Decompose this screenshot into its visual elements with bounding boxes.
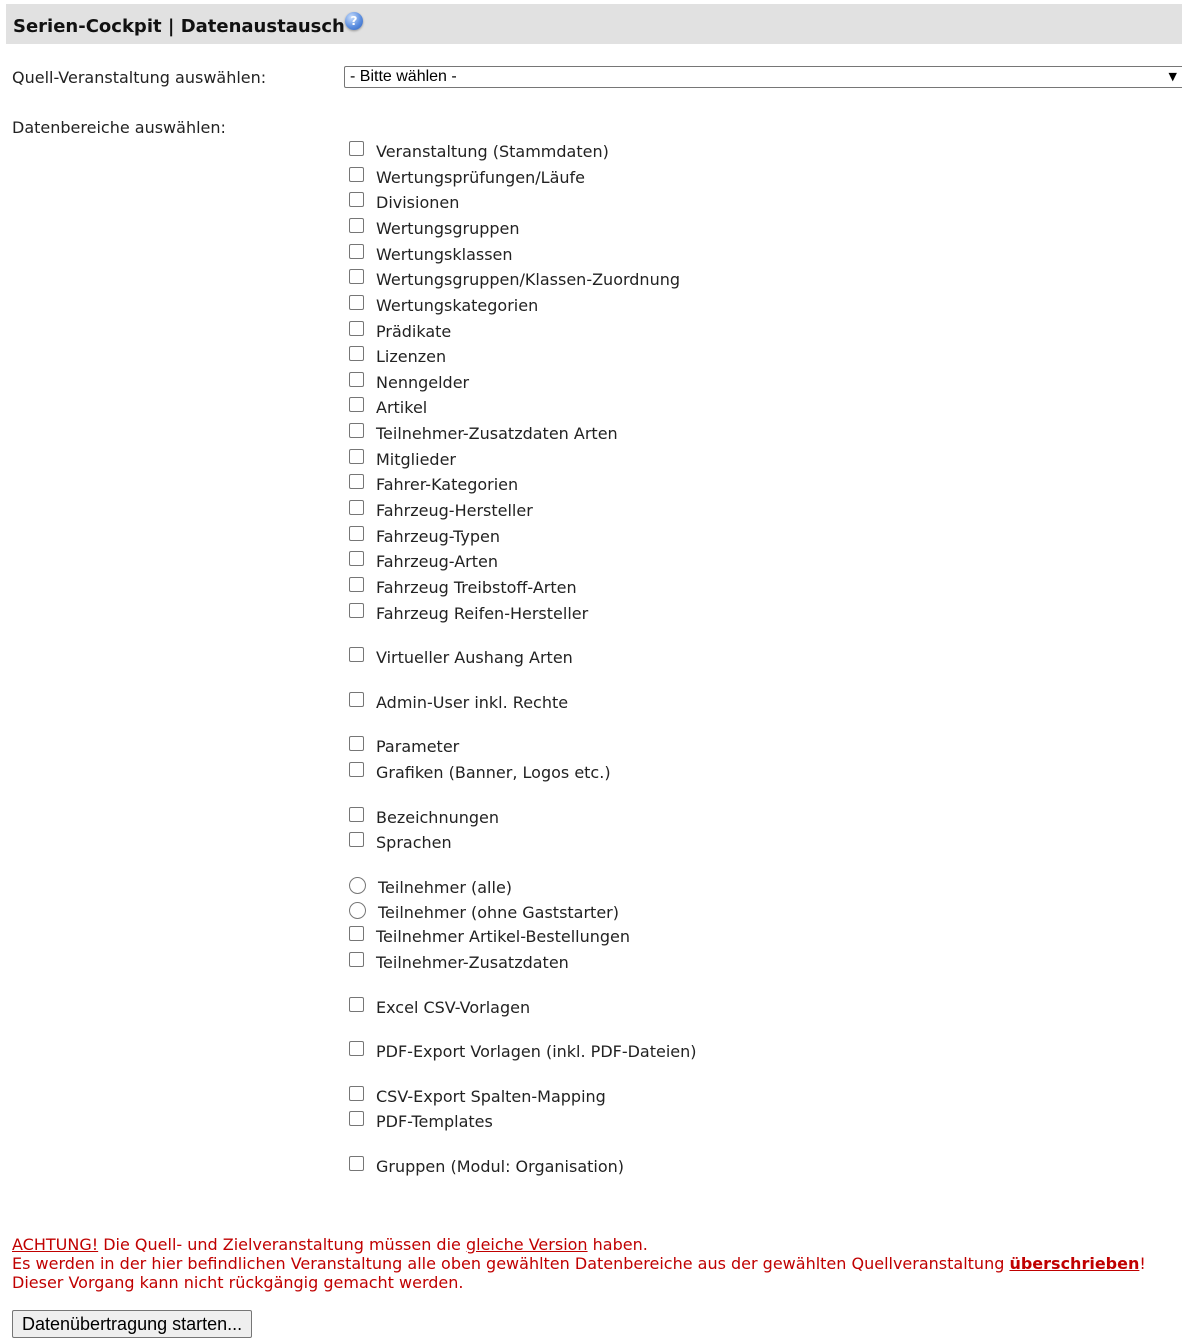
checkbox[interactable] bbox=[349, 551, 364, 566]
warning-line-2 bbox=[12, 1254, 1146, 1273]
option-label: Wertungsgruppen/Klassen-Zuordnung bbox=[376, 270, 681, 289]
checkbox[interactable] bbox=[349, 997, 364, 1012]
option-label: Sprachen bbox=[376, 833, 452, 852]
overwritten-link[interactable] bbox=[1009, 1254, 1139, 1273]
page-header bbox=[6, 4, 1182, 44]
checkbox[interactable] bbox=[349, 218, 364, 233]
checkbox[interactable] bbox=[349, 269, 364, 284]
option-label: Fahrzeug Reifen-Hersteller bbox=[376, 604, 589, 623]
warning-line-1 bbox=[12, 1235, 1146, 1254]
option-label: Artikel bbox=[376, 398, 428, 417]
checkbox[interactable] bbox=[349, 1111, 364, 1126]
checkbox[interactable] bbox=[349, 692, 364, 707]
option-label: Fahrer-Kategorien bbox=[376, 475, 519, 494]
overwritten-text: überschrieben bbox=[1009, 1254, 1140, 1273]
checkbox[interactable] bbox=[349, 603, 364, 618]
option-label: Virtueller Aushang Arten bbox=[376, 648, 573, 667]
option-label: Teilnehmer (ohne Gaststarter) bbox=[378, 903, 619, 922]
radio-button[interactable] bbox=[349, 902, 366, 919]
page-title: Serien-Cockpit | Datenaustausch bbox=[13, 16, 345, 37]
start-transfer-button[interactable]: Datenübertragung starten... bbox=[12, 1310, 252, 1338]
checkbox[interactable] bbox=[349, 500, 364, 515]
option-label: Fahrzeug-Typen bbox=[376, 527, 500, 546]
checkbox[interactable] bbox=[349, 1086, 364, 1101]
source-event-select[interactable] bbox=[344, 66, 1182, 88]
warning-text: Es werden in der hier befindlichen Veranstaltung alle oben gewählten Datenbereiche aus der gewählten Quellveranstaltung bbox=[12, 1254, 1010, 1273]
option-label: Wertungsgruppen bbox=[376, 219, 520, 238]
help-icon[interactable]: ? bbox=[345, 12, 363, 30]
option-label: Wertungskategorien bbox=[376, 296, 539, 315]
checkbox[interactable] bbox=[349, 321, 364, 336]
option-label: Divisionen bbox=[376, 193, 460, 212]
option-label: Parameter bbox=[376, 737, 460, 756]
checkbox[interactable] bbox=[349, 807, 364, 822]
checkbox[interactable] bbox=[349, 397, 364, 412]
checkbox[interactable] bbox=[349, 244, 364, 259]
option-label: Lizenzen bbox=[376, 347, 447, 366]
option-label: Admin-User inkl. Rechte bbox=[376, 693, 569, 712]
checkbox[interactable] bbox=[349, 762, 364, 777]
option-label: Bezeichnungen bbox=[376, 808, 500, 827]
option-label: Excel CSV-Vorlagen bbox=[376, 998, 531, 1017]
checkbox[interactable] bbox=[349, 372, 364, 387]
checkbox[interactable] bbox=[349, 192, 364, 207]
warning-text: ! bbox=[1139, 1254, 1146, 1273]
checkbox[interactable] bbox=[349, 167, 364, 182]
checkbox[interactable] bbox=[349, 449, 364, 464]
checkbox[interactable] bbox=[349, 423, 364, 438]
checkbox[interactable] bbox=[349, 295, 364, 310]
option-label: Teilnehmer-Zusatzdaten Arten bbox=[376, 424, 618, 443]
radio-button[interactable] bbox=[349, 877, 366, 894]
source-event-label: Quell-Veranstaltung auswählen: bbox=[12, 68, 267, 87]
checkbox[interactable] bbox=[349, 832, 364, 847]
option-label: Fahrzeug-Arten bbox=[376, 552, 498, 571]
chevron-down-icon: ▼ bbox=[1168, 70, 1177, 83]
option-label: Wertungsprüfungen/Läufe bbox=[376, 168, 586, 187]
data-areas-label: Datenbereiche auswählen: bbox=[12, 118, 226, 137]
checkbox[interactable] bbox=[349, 926, 364, 941]
checkbox[interactable] bbox=[349, 736, 364, 751]
option-label: Veranstaltung (Stammdaten) bbox=[376, 142, 609, 161]
warning-text: Die Quell- und Zielveranstaltung müssen die bbox=[98, 1235, 466, 1254]
source-event-select-value: - Bitte wählen - bbox=[350, 68, 457, 85]
option-label: Mitglieder bbox=[376, 450, 456, 469]
option-label: Fahrzeug-Hersteller bbox=[376, 501, 533, 520]
option-label: PDF-Templates bbox=[376, 1112, 493, 1131]
checkbox[interactable] bbox=[349, 647, 364, 662]
warning-line-3: Dieser Vorgang kann nicht rückgängig gemacht werden. bbox=[12, 1273, 464, 1292]
option-label: CSV-Export Spalten-Mapping bbox=[376, 1087, 606, 1106]
checkbox[interactable] bbox=[349, 952, 364, 967]
checkbox[interactable] bbox=[349, 474, 364, 489]
checkbox[interactable] bbox=[349, 141, 364, 156]
option-label: PDF-Export Vorlagen (inkl. PDF-Dateien) bbox=[376, 1042, 697, 1061]
checkbox[interactable] bbox=[349, 1156, 364, 1171]
option-label: Prädikate bbox=[376, 322, 452, 341]
achtung-link[interactable]: ACHTUNG! bbox=[12, 1235, 99, 1254]
same-version-link[interactable]: gleiche Version bbox=[465, 1235, 588, 1254]
checkbox[interactable] bbox=[349, 526, 364, 541]
checkbox[interactable] bbox=[349, 577, 364, 592]
option-label: Grafiken (Banner, Logos etc.) bbox=[376, 763, 611, 782]
option-label: Teilnehmer-Zusatzdaten bbox=[376, 953, 569, 972]
option-label: Teilnehmer Artikel-Bestellungen bbox=[376, 927, 631, 946]
option-label: Nenngelder bbox=[376, 373, 470, 392]
checkbox[interactable] bbox=[349, 346, 364, 361]
warning-text: haben. bbox=[587, 1235, 648, 1254]
option-label: Gruppen (Modul: Organisation) bbox=[376, 1157, 625, 1176]
checkbox[interactable] bbox=[349, 1041, 364, 1056]
option-label: Fahrzeug Treibstoff-Arten bbox=[376, 578, 577, 597]
option-label: Teilnehmer (alle) bbox=[378, 878, 513, 897]
option-label: Wertungsklassen bbox=[376, 245, 513, 264]
overwrite-warning bbox=[12, 1235, 1146, 1292]
